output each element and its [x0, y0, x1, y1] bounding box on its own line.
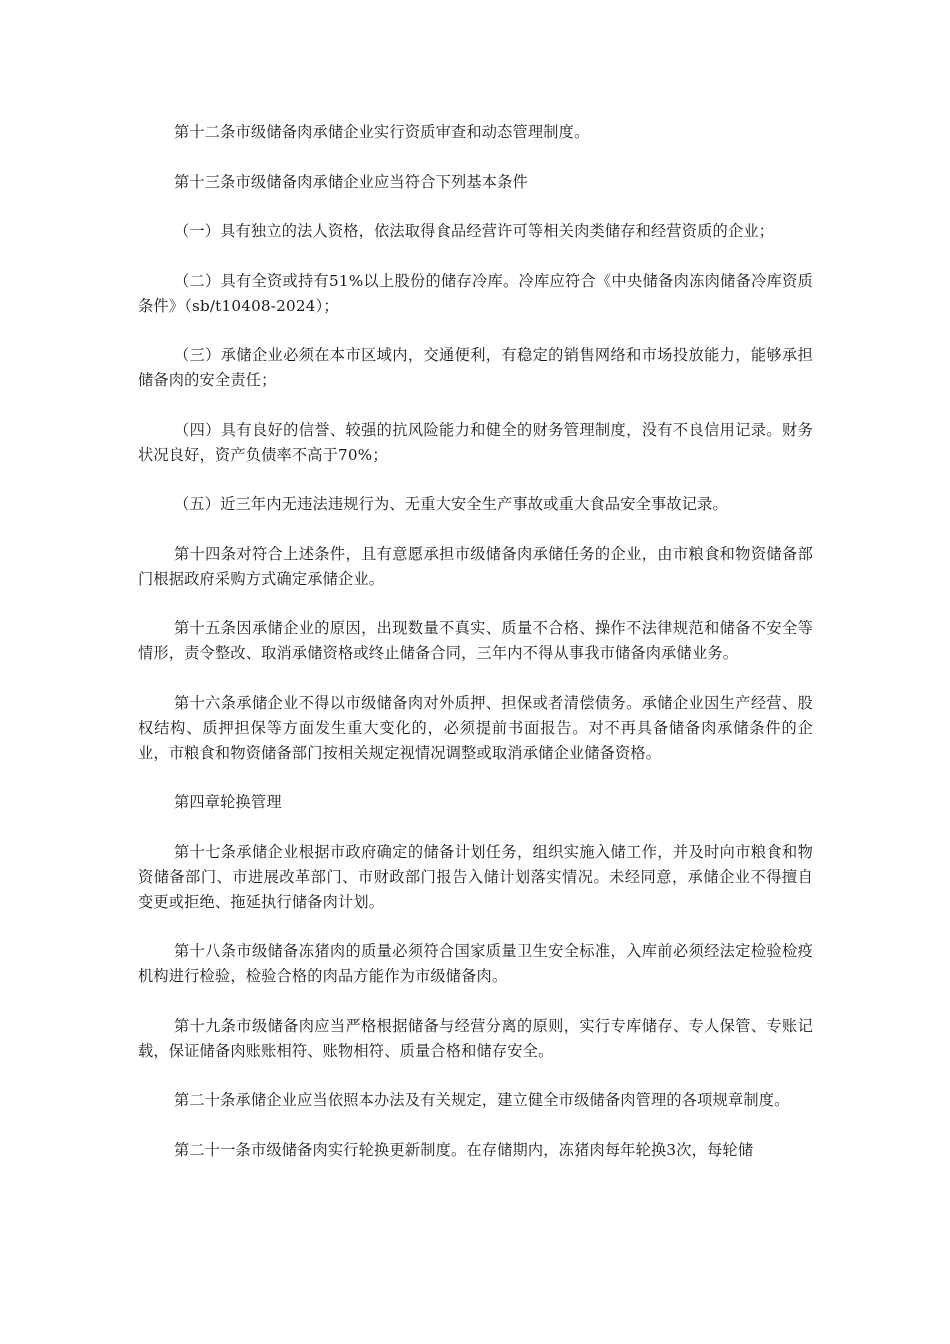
article-13: 第十三条市级储备肉承储企业应当符合下列基本条件 [174, 172, 528, 191]
article-14: 第十四条对符合上述条件，且有意愿承担市级储备肉承储任务的企业，由市粮食和物资储备部门根据政府采购方式确定承储企业。 [138, 544, 813, 588]
condition-4: （四）具有良好的信誉、较强的抗风险能力和健全的财务管理制度，没有不良信用记录。财务状况良好，资产负债率不高于70%； [138, 420, 813, 464]
article-19: 第十九条市级储备肉应当严格根据储备与经营分离的原则，实行专库储存、专人保管、专账记载，保证储备肉账账相符、账物相符、质量合格和储存安全。 [138, 1016, 813, 1060]
article-18: 第十八条市级储备冻猪肉的质量必须符合国家质量卫生安全标准，入库前必须经法定检验检疫机构进行检验，检验合格的肉品方能作为市级储备肉。 [138, 942, 813, 985]
article-21: 第二十一条市级储备肉实行轮换更新制度。在存储期内，冻猪肉每年轮换3次，每轮储 [174, 1140, 754, 1159]
condition-2: （二）具有全资或持有51%以上股份的储存冷库。冷库应符合《中央储备肉冻肉储备冷库资质条件》（sb/t10408-2024）； [138, 271, 813, 315]
article-15: 第十五条因承储企业的原因，出现数量不真实、质量不合格、操作不法律规范和储备不安全等情形，责令整改、取消承储资格或终止储备合同，三年内不得从事我市储备肉承储业务。 [138, 619, 813, 662]
condition-1: （一）具有独立的法人资格，依法取得食品经营许可等相关肉类储存和经营资质的企业； [174, 222, 775, 240]
document-body [138, 120, 813, 1187]
article-20: 第二十条承储企业应当依照本办法及有关规定，建立健全市级储备肉管理的各项规章制度。 [174, 1091, 790, 1109]
article-17: 第十七条承储企业根据市政府确定的储备计划任务，组织实施入储工作，并及时向市粮食和物资储备部门、市进展改革部门、市财政部门报告入储计划落实情况。未经同意，承储企业不得擅自变更或拒绝、拖延执行储备肉计划。 [138, 842, 813, 911]
article-12: 第十二条市级储备肉承储企业实行资质审查和动态管理制度。 [174, 123, 590, 141]
article-16: 第十六条承储企业不得以市级储备肉对外质押、担保或者清偿债务。承储企业因生产经营、股权结构、质押担保等方面发生重大变化的，必须提前书面报告。对不再具备储备肉承储条件的企业，市粮食和物资储备部门按相关规定视情况调整或取消承储企业储备资格。 [138, 693, 813, 762]
condition-5: （五）近三年内无违法违规行为、无重大安全生产事故或重大食品安全事故记录。 [174, 495, 728, 513]
condition-3: （三）承储企业必须在本市区域内，交通便利，有稳定的销售网络和市场投放能力，能够承担储备肉的安全责任； [138, 346, 813, 389]
chapter-4-heading: 第四章轮换管理 [174, 793, 282, 811]
